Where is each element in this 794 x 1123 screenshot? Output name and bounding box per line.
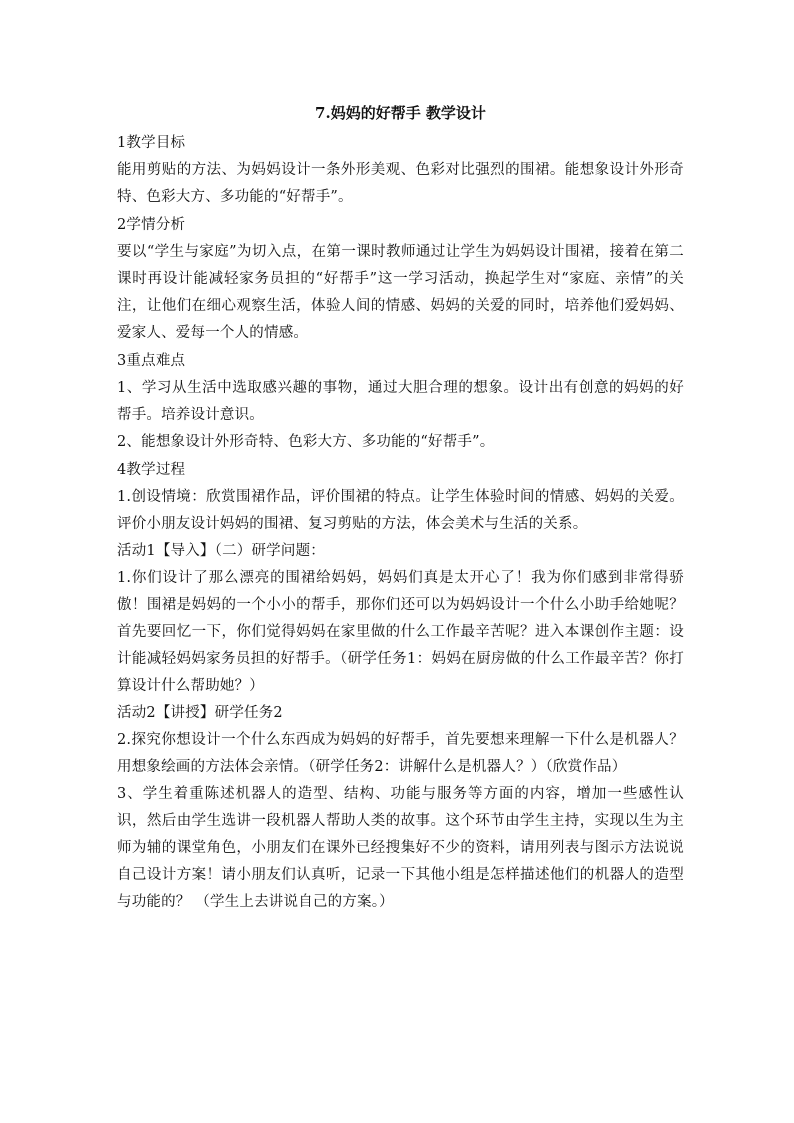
paragraph: 要以“学生与家庭”为切入点，在第一课时教师通过让学生为妈妈设计围裙，接着在第二课时再设计能减轻家务员担的“好帮手”这一学习活动，换起学生对“家庭、亲情”的关注，让他们在细心观察生活，体验人间的情感、妈妈的关爱的同时，培养他们爱妈妈、爱家人、爱每一个人的情感。 [117, 244, 684, 341]
paragraph: 1.创设情境：欣赏围裙作品，评价围裙的特点。让学生体验时间的情感、妈妈的关爱。评价小朋友设计妈妈的围裙、复习剪贴的方法，体会美术与生活的关系。 [117, 489, 684, 532]
section-heading-key-points: 3重点难点 [117, 353, 186, 369]
paragraph: 1、学习从生活中选取感兴趣的事物，通过大胆合理的想象。设计出有创意的妈妈的好帮手。培养设计意识。 [117, 380, 684, 423]
paragraph: 3、学生着重陈述机器人的造型、结构、功能与服务等方面的内容，增加一些感性认识，然后由学生选讲一段机器人帮助人类的故事。这个环节由学生主持，实现以生为主师为辅的课堂角色，小朋友们在课外已经搜集好不少的资料，请用列表与图示方法说说自己设计方案！请小朋友们认真听，记录一下其他小组是怎样描述他们的机器人的造型与功能的？ （学生上去讲说自己的方案。） [117, 786, 684, 910]
paragraph: 2.探究你想设计一个什么东西成为妈妈的好帮手，首先要想来理解一下什么是机器人？ 用想象绘画的方法体会亲情。（研学任务2：讲解什么是机器人？）（欣赏作品） [117, 732, 684, 775]
paragraph: 活动1【导入】（二）研学问题： [117, 543, 325, 559]
paragraph: 能用剪贴的方法、为妈妈设计一条外形美观、色彩对比强烈的围裙。能想象设计外形奇特、色彩大方、多功能的“好帮手”。 [117, 162, 684, 205]
page-title: 7.妈妈的好帮手 教学设计 [315, 104, 486, 122]
paragraph: 活动2【讲授】研学任务2 [117, 705, 283, 721]
paragraph: 2、能想象设计外形奇特、色彩大方、多功能的“好帮手”。 [117, 434, 495, 450]
section-heading-analysis: 2学情分析 [117, 217, 186, 233]
section-heading-process: 4教学过程 [117, 462, 186, 478]
section-heading-objectives: 1教学目标 [117, 135, 186, 151]
paragraph: 1.你们设计了那么漂亮的围裙给妈妈，妈妈们真是太开心了！我为你们感到非常得骄傲！围裙是妈妈的一个小小的帮手，那你们还可以为妈妈设计一个什么小助手给她呢？首先要回忆一下，你们觉得妈妈在家里做的什么工作最辛苦呢？进入本课创作主题：设计能减轻妈妈家务员担的好帮手。（研学任务1：妈妈在厨房做的什么工作最辛苦？你打算设计什么帮助她？） [117, 570, 684, 694]
